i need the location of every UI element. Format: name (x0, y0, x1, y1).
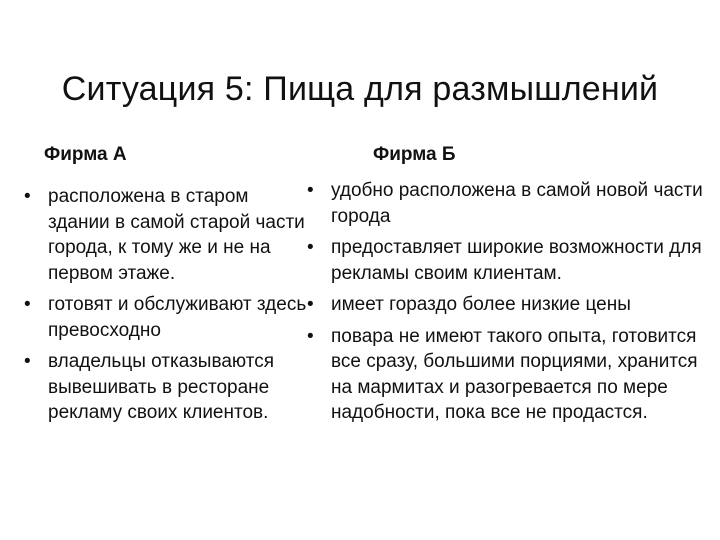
bullet-icon: • (307, 325, 314, 347)
firm-b-item-text: повара не имеют такого опыта, готовится все сразу, большими порциями, хранится на мармитах и разогревается по мере надобности, пока все не продастся. (331, 325, 698, 423)
firm-b-item (305, 235, 710, 286)
firm-a-item-text: расположена в старом здании в самой старой части города, к тому же и не на первом этаже. (48, 186, 305, 284)
firm-a-heading: Фирма А (44, 144, 127, 165)
firm-a-item-text: готовят и обслуживают здесь превосходно (48, 294, 307, 341)
firm-a-item (22, 184, 312, 286)
firm-a-item-text: владельцы отказываются вывешивать в ресторане рекламу своих клиентов. (48, 351, 274, 423)
firm-b-item (305, 178, 710, 229)
firm-a-list (22, 184, 312, 432)
firm-b-item (305, 324, 710, 426)
firm-b-item-text: имеет гораздо более низкие цены (331, 294, 631, 315)
slide-title: Ситуация 5: Пища для размышлений (61, 69, 659, 108)
firm-b-heading: Фирма Б (373, 144, 456, 165)
bullet-icon: • (307, 180, 314, 201)
bullet-icon: • (307, 294, 314, 315)
firm-b-list (305, 178, 710, 432)
firm-a-item (22, 292, 312, 343)
firm-a-item (22, 349, 312, 426)
bullet-icon: • (24, 294, 31, 315)
bullet-icon: • (24, 351, 31, 372)
firm-b-item-text: удобно расположена в самой новой части города (331, 180, 703, 227)
bullet-icon: • (24, 186, 31, 207)
bullet-icon: • (307, 237, 314, 258)
firm-b-item-text: предоставляет широкие возможности для рекламы своим клиентам. (331, 237, 702, 284)
firm-b-item (305, 292, 710, 318)
